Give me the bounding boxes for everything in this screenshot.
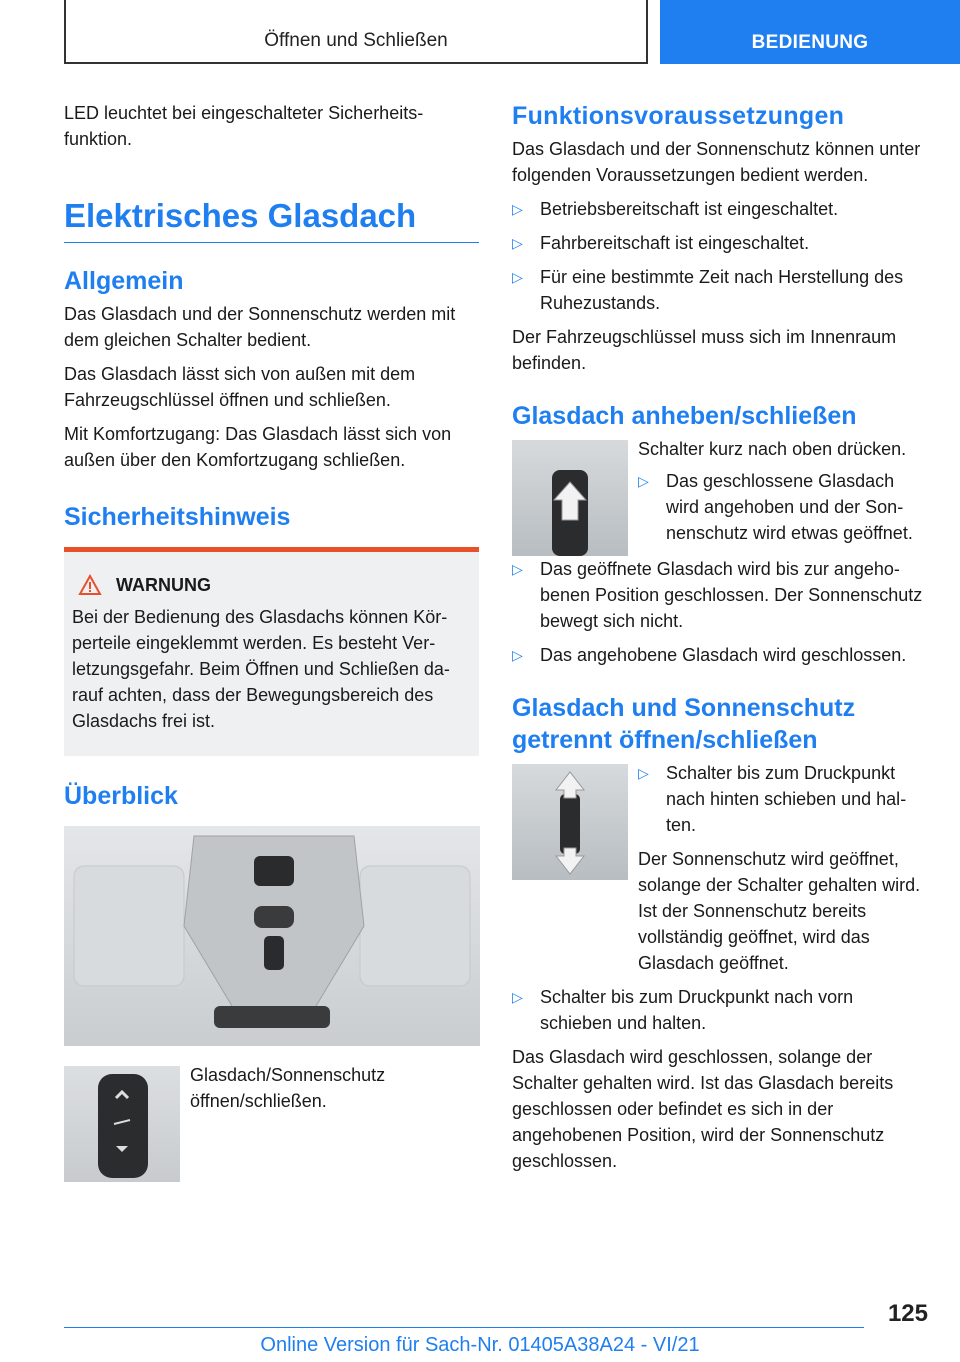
anheben-text-block (638, 436, 927, 556)
switch-row (64, 1066, 479, 1182)
switch-up-image (512, 440, 628, 556)
roof-console-illustration (64, 826, 480, 1046)
warning-box (64, 547, 479, 756)
triangle-bullet-icon: ▷ (638, 473, 649, 489)
list-item: ▷ Betriebsbereitschaft ist eingeschaltet. (512, 196, 927, 222)
getrennt-text-block (638, 760, 927, 984)
list-item: ▷ Das geöffnete Glasdach wird bis zur angehobenen Position geschlossen. Der Sonnenschutz bewegt sich nicht. (512, 556, 927, 634)
warning-icon (78, 574, 102, 596)
left-column (64, 100, 479, 1182)
switch-up-illustration (512, 440, 628, 556)
list-item: ▷ Für eine bestimmte Zeit nach Herstellung des Ruhezustands. (512, 264, 927, 316)
heading-allgemein: Allgemein (64, 267, 184, 295)
chapter-tab[interactable]: BEDIENUNG (660, 0, 960, 64)
switch-slide-image (512, 764, 628, 880)
switch-image (64, 1066, 180, 1182)
switch-slide-illustration (512, 764, 628, 880)
warning-title (78, 572, 471, 598)
page-header (64, 0, 960, 64)
paragraph: Das Glasdach und der Sonnenschutz werden mit dem gleichen Schalter bedient. (64, 304, 456, 350)
triangle-bullet-icon: ▷ (512, 989, 523, 1005)
paragraph: Der Sonnenschutz wird geöffnet, solange der Schalter gehalten wird. Ist der Sonnenschutz bereits vollständig geöffnet, wird das Glasdach geöffnet. (638, 849, 921, 973)
triangle-bullet-icon: ▷ (638, 765, 649, 781)
getrennt-row (512, 760, 927, 984)
triangle-bullet-icon: ▷ (512, 201, 523, 217)
paragraph: Schalter kurz nach oben drücken. (638, 439, 907, 459)
triangle-bullet-icon: ▷ (512, 647, 523, 663)
heading-ueberblick: Überblick (64, 782, 178, 810)
image-caption: Glasdach/Sonnenschutz öffnen/schließen. (190, 1065, 386, 1111)
paragraph: Das Glasdach und der Sonnenschutz können unter folgenden Voraussetzungen bedient werden. (512, 139, 921, 185)
paragraph: Der Fahrzeugschlüssel muss sich im Innenraum befinden. (512, 327, 897, 373)
right-column (512, 100, 927, 1182)
anheben-row (512, 436, 927, 556)
triangle-bullet-icon: ▷ (512, 235, 523, 251)
paragraph: Mit Komfortzugang: Das Glasdach lässt sich von außen über den Komfortzugang schließen. (64, 424, 452, 470)
footer-text: Online Version für Sach-Nr. 01405A38A24 - VI/21 (260, 1334, 700, 1356)
intro-text: LED leuchtet bei eingeschalteter Sicherheitsfunktion. (64, 103, 424, 149)
paragraph: Das Glasdach lässt sich von außen mit dem Fahrzeugschlüssel öffnen und schließen. (64, 364, 416, 410)
switch-illustration (64, 1066, 180, 1182)
list-item: ▷ Fahrbereitschaft ist eingeschaltet. (512, 230, 927, 256)
triangle-bullet-icon: ▷ (512, 269, 523, 285)
section-title: Öffnen und Schließen (64, 0, 648, 64)
warning-label: WARNUNG (116, 575, 211, 595)
heading-funktionsvoraussetzungen: Funktionsvoraussetzungen (512, 102, 845, 130)
list-item: ▷ Das geschlossene Glasdach wird angehoben und der Sonnenschutz wird etwas geöffnet. (638, 468, 927, 546)
heading-sicherheitshinweis: Sicherheitshinweis (64, 503, 291, 531)
overview-image (64, 826, 480, 1046)
footer-divider (64, 1327, 864, 1328)
paragraph: Das Glasdach wird geschlossen, solange der Schalter gehalten wird. Ist das Glasdach bereits geschlossen oder befindet es sich in der angehobenen Position, wird der Sonnenschutz geschlossen. (512, 1047, 894, 1171)
list-item: ▷ Das angehobene Glasdach wird geschlossen. (512, 642, 927, 668)
list-item: ▷ Schalter bis zum Druckpunkt nach vorn schieben und halten. (512, 984, 927, 1036)
page-number: 125 (887, 1300, 928, 1327)
chapter-heading: Elektrisches Glasdach (64, 196, 479, 243)
heading-getrennt: Glasdach und Sonnenschutz getrennt öffnen/schließen (512, 694, 856, 754)
warning-text: Bei der Bedienung des Glasdachs können Körperteile eingeklemmt werden. Es besteht Verletzungsgefahr. Beim Öffnen und Schließen darauf achten, dass der Bewegungsbereich des Glasdachs frei ist. (72, 607, 450, 731)
heading-anheben: Glasdach anheben/schließen (512, 402, 857, 430)
triangle-bullet-icon: ▷ (512, 561, 523, 577)
list-item: ▷ Schalter bis zum Druckpunkt nach hinten schieben und halten. (638, 760, 927, 838)
